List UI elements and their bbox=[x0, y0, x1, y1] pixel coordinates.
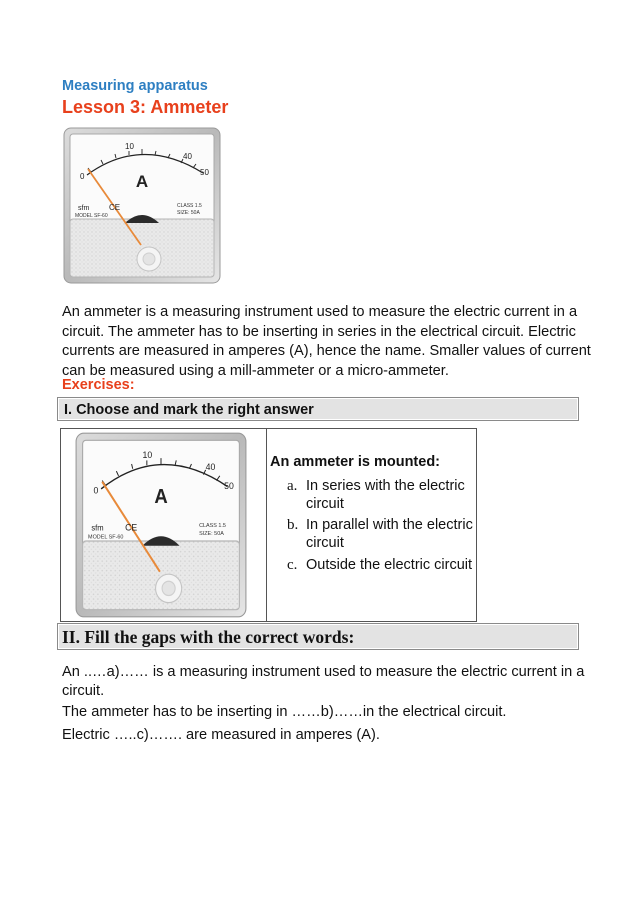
class-label: CLASS 1.5 bbox=[199, 522, 226, 529]
option-c[interactable] bbox=[287, 556, 477, 574]
size-label: SIZE: 50A bbox=[199, 530, 224, 538]
subject-heading: Measuring apparatus bbox=[62, 78, 208, 94]
ce-mark: CE bbox=[109, 203, 121, 212]
question-text: An ammeter is mounted: bbox=[270, 454, 440, 470]
fill-gap-line-b: The ammeter has to be inserting in ……b)……in the electrical circuit. bbox=[62, 704, 507, 720]
class-label: CLASS 1.5 bbox=[177, 203, 202, 209]
option-marker: a. bbox=[287, 478, 298, 494]
scale-label: 0 bbox=[80, 172, 85, 181]
model-label: MODEL SF-60 bbox=[75, 213, 108, 219]
scale-label: 50 bbox=[224, 480, 234, 491]
option-text: In parallel with the electric circuit bbox=[306, 517, 473, 551]
scale-label: 40 bbox=[205, 461, 216, 472]
intro-paragraph: An ammeter is a measuring instrument used to measure the electric current in a circuit. The ammeter has to be inserting in series in the electrical circuit. Electric currents are measured in amperes (A), hence the name. Smaller values of current can be measured using a mill-ammeter or a micro-ammeter. bbox=[62, 304, 591, 379]
unit-label: A bbox=[135, 172, 149, 191]
model-label: MODEL SF-60 bbox=[88, 534, 124, 541]
ammeter-image bbox=[75, 432, 247, 618]
fill-gap-line-c: Electric …..c)……. are measured in amperes (A). bbox=[62, 727, 380, 743]
section2-bar bbox=[57, 623, 579, 650]
lesson-title: Lesson 3: Ammeter bbox=[62, 97, 229, 117]
option-marker: c. bbox=[287, 557, 298, 573]
question-divider bbox=[266, 428, 267, 622]
scale-label: 10 bbox=[125, 142, 134, 151]
brand-label: sfm bbox=[78, 205, 90, 212]
scale-label: 40 bbox=[183, 152, 192, 161]
option-b[interactable] bbox=[287, 516, 477, 552]
option-text: Outside the electric circuit bbox=[306, 557, 473, 573]
scale-label: 10 bbox=[142, 449, 153, 461]
fill-gap-line-a: An ..…a)…… is a measuring instrument used to measure the electric current in a circuit. bbox=[62, 664, 585, 699]
unit-label: A bbox=[154, 485, 168, 509]
brand-label: sfm bbox=[91, 523, 104, 533]
section1-title: I. Choose and mark the right answer bbox=[64, 402, 314, 418]
scale-label: 0 bbox=[93, 485, 99, 496]
option-text: In series with the electric circuit bbox=[306, 478, 465, 512]
section2-title: II. Fill the gaps with the correct words: bbox=[62, 627, 355, 647]
scale-label: 50 bbox=[200, 168, 209, 177]
exercises-heading: Exercises: bbox=[62, 377, 135, 393]
option-marker: b. bbox=[287, 517, 299, 533]
size-label: SIZE: 50A bbox=[177, 210, 200, 216]
option-a[interactable] bbox=[287, 477, 477, 513]
section1-bar bbox=[57, 397, 579, 421]
ce-mark: CE bbox=[125, 522, 138, 533]
ammeter-image bbox=[63, 127, 221, 284]
